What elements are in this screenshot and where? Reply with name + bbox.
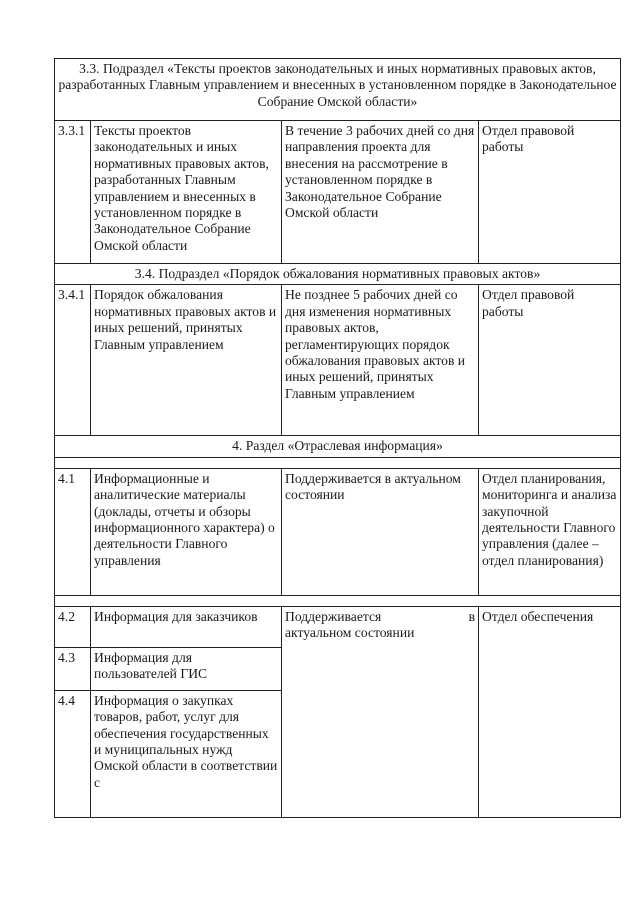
spacer-row — [55, 595, 621, 606]
row-number: 4.3 — [55, 647, 91, 690]
spacer-row — [55, 457, 621, 468]
row-term — [282, 606, 479, 817]
row-responsible: Отдел планирования, мониторинга и анализа закупочной деятельности Главного управления (далее – отдел планирования) — [479, 468, 621, 595]
table-row — [55, 606, 621, 647]
row-term: Не позднее 5 рабочих дней со дня изменения нормативных правовых актов, регламентирующих порядок обжалования правовых актов и иных решений, принятых Главным управлением — [282, 285, 479, 436]
row-name: Информация о закупках товаров, работ, услуг для обеспечения государственных и муниципальных нужд Омской области в соответствии с — [91, 690, 282, 817]
table-row — [55, 285, 621, 436]
row-gap — [55, 457, 621, 468]
section-heading: 3.4. Подраздел «Порядок обжалования нормативных правовых актов» — [55, 264, 621, 285]
row-number: 3.4.1 — [55, 285, 91, 436]
row-name: Информация для заказчиков — [91, 606, 282, 647]
section-row — [55, 264, 621, 285]
term-word: в — [468, 608, 475, 624]
row-number: 3.3.1 — [55, 121, 91, 264]
row-responsible: Отдел обеспечения — [479, 606, 621, 817]
section-heading: 3.3. Подраздел «Тексты проектов законодательных и иных нормативных правовых актов, разработанных Главным управлением и внесенных в установленном порядке в Законодательное Собрание Омской области» — [55, 59, 621, 121]
row-responsible: Отдел правовой работы — [479, 285, 621, 436]
row-name: Порядок обжалования нормативных правовых актов и иных решений, принятых Главным управлением — [91, 285, 282, 436]
term-line — [285, 609, 475, 625]
section-heading: 4. Раздел «Отраслевая информация» — [55, 436, 621, 457]
term-line: актуальном состоянии — [285, 625, 415, 641]
table-row — [55, 468, 621, 595]
section-row — [55, 436, 621, 457]
row-name: Тексты проектов законодательных и иных нормативных правовых актов, разработанных Главным управлением и внесенных в установленном порядке в Законодательное Собрание Омской области — [91, 121, 282, 264]
term-word: Поддерживается — [285, 608, 382, 624]
row-responsible: Отдел правовой работы — [479, 121, 621, 264]
document-table — [54, 58, 621, 818]
section-row — [55, 59, 621, 121]
row-number: 4.1 — [55, 468, 91, 595]
row-number: 4.2 — [55, 606, 91, 647]
row-gap — [55, 595, 621, 606]
row-number: 4.4 — [55, 690, 91, 817]
row-name: Информационные и аналитические материалы (доклады, отчеты и обзоры информационного характера) о деятельности Главного управления — [91, 468, 282, 595]
row-term: Поддерживается в актуальном состоянии — [282, 468, 479, 595]
row-term: В течение 3 рабочих дней со дня направления проекта для внесения на рассмотрение в установленном порядке в Законодательное Собрание Омской области — [282, 121, 479, 264]
table-row — [55, 121, 621, 264]
row-name: Информация для пользователей ГИС — [91, 647, 282, 690]
